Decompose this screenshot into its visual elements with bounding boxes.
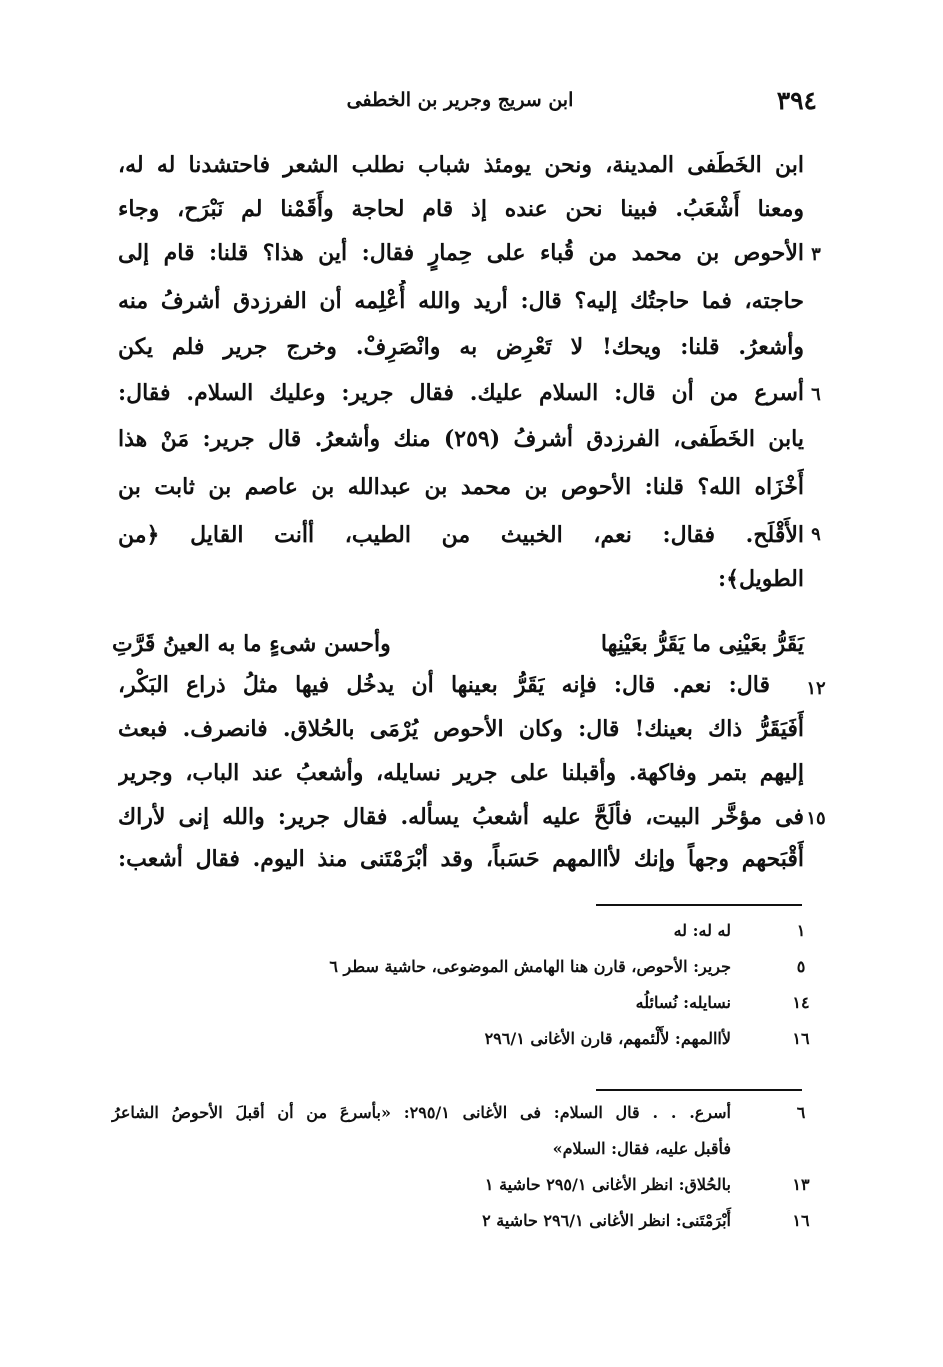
- text-line: حاجته، فما حاجتُك إليه؟ قال: أريد والله أُعْلِمه أن الفرزدق أشرفُ منه: [118, 288, 804, 314]
- line-number: ١٢: [806, 678, 826, 699]
- apparatus-note: نسايله: نُسائلُه: [635, 993, 731, 1012]
- poem-verse: [112, 623, 804, 665]
- text-line: الأحوص بن محمد من قُباء على حِمارٍ فقال: أين هذا؟ قلنا: قام إلى: [118, 240, 804, 266]
- apparatus-note: لأاالمهم: لأَلْئمهم، قارن الأغانى ٢٩٦/١: [484, 1029, 731, 1048]
- apparatus-note: له له: له: [673, 921, 731, 940]
- text-line: إليهم بتمر وفاكهة. وأقبلنا على جرير نسايله، وأشعبُ عند الباب، وجرير: [118, 760, 804, 786]
- apparatus-divider: [596, 1089, 802, 1091]
- apparatus-note: أسرع. . . قال السلام: فى الأغانى ٢٩٥/١: «بأسرعَ من أن أقبلَ الأحوصُ الشاعرُ: [112, 1103, 731, 1122]
- text-line: أَفَيَقَرُّ ذاك بعينك! قال: وكان الأحوص يُرْمَى بالحُلاق. فانصرف. فبعث: [118, 716, 804, 742]
- note-line-number: ١: [796, 921, 806, 940]
- note-line-number: ١٦: [792, 1211, 810, 1230]
- text-line: ابن الخَطَفى المدينة، ونحن يومئذ شباب نطلب الشعر فاحتشدنا له له،: [118, 152, 804, 178]
- text-line: أَخْزَاه الله؟ قلنا: الأحوص بن محمد بن عبدالله بن عاصم بن ثابت بن: [118, 474, 804, 500]
- line-number: ٣: [811, 244, 821, 265]
- apparatus-note: بالحُلاق: انظر الأغانى ٢٩٥/١ حاشية ١: [484, 1175, 731, 1194]
- text-line: يابن الخَطَفى، الفرزدق أشرفُ (٢٥٩) منك وأشعرُ. قال جرير: مَنْ هذا: [118, 426, 804, 452]
- text-line: قال: نعم. قال: فإنه يَقَرُّ بعينها أن يدخُل فيها مثلُ ذراع البَكْر،: [118, 672, 770, 698]
- text-line: فى مؤخَّر البيت، فألَحَّ عليه أشعبُ يسأله. فقال جرير: والله إنى لأراك: [118, 804, 804, 830]
- apparatus-note: جرير: الأحوص، قارن هنا الهامش الموضوعى، حاشية سطر ٦: [329, 957, 731, 976]
- apparatus-note: أَبْرَمْتَنى: انظر الأغانى ٢٩٦/١ حاشية ٢: [482, 1211, 731, 1230]
- line-number: ١٥: [806, 808, 826, 829]
- verse-hemistich-2: وأحسن شىءٍ ما به العينُ قَرَّتِ: [112, 631, 391, 657]
- note-line-number: ١٤: [792, 993, 810, 1012]
- line-number: ٩: [811, 524, 821, 545]
- text-line: الأَقْلَح. فقال: نعم، الخبيث من الطيب، أأنت القايل ﴿من: [118, 522, 804, 548]
- verse-hemistich-1: يَقَرُّ بعَيْنِى ما يَقَرُّ بعَيْنِها: [600, 631, 804, 657]
- apparatus-note-continuation: فأقبل عليه، فقال: السلام»: [552, 1139, 731, 1158]
- text-line: أسرع من أن قال: السلام عليك. فقال جرير: وعليك السلام. فقال:: [118, 380, 804, 406]
- text-line: الطويل﴾:: [717, 566, 804, 592]
- apparatus-divider: [596, 904, 802, 906]
- page-number: ٣٩٤: [776, 86, 817, 115]
- text-line: أَقْبَحهم وجهاً وإنك لأاالمهم حَسَباً، وقد أبْرَمْتَنى منذ اليوم. فقال أشعب:: [118, 846, 804, 872]
- running-title: ابن سريج وجرير بن الخطفى: [346, 89, 574, 111]
- note-line-number: ٦: [796, 1103, 806, 1122]
- note-line-number: ٥: [796, 957, 806, 976]
- note-line-number: ١٣: [792, 1175, 810, 1194]
- note-line-number: ١٦: [792, 1029, 810, 1048]
- line-number: ٦: [811, 384, 821, 405]
- text-line: وأشعرُ. قلنا: ويحك! لا تَعْرِض به وانْصَرِفْ. وخرج جرير فلم يكن: [118, 334, 804, 360]
- text-line: ومعنا أَشْعَبُ. فبينا نحن عنده إذ قام لحاجة وأَقَمْنا لم نَبْرَح، وجاء: [118, 196, 804, 222]
